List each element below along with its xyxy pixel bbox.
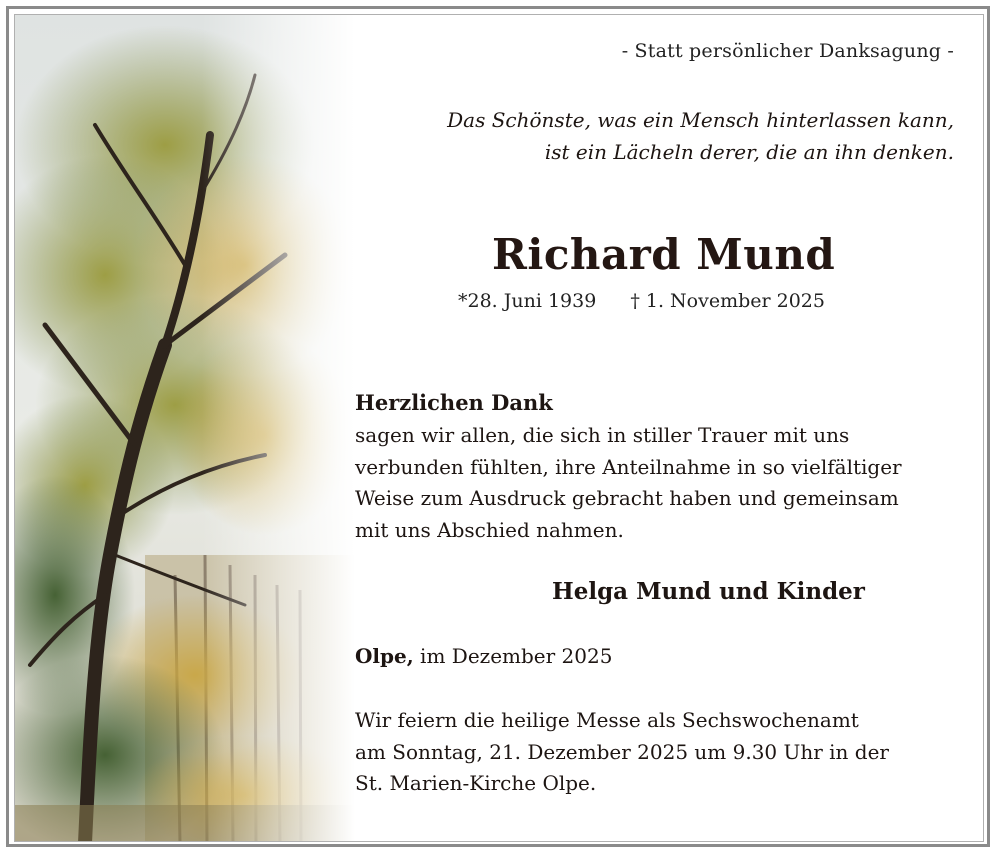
mass-line: Wir feiern die heilige Messe als Sechswochenamt <box>355 708 859 732</box>
deceased-name: Richard Mund <box>492 230 836 279</box>
place-month: im Dezember 2025 <box>413 644 613 668</box>
mass-line: am Sonntag, 21. Dezember 2025 um 9.30 Uhr in der <box>355 739 889 764</box>
thanks-text <box>355 420 935 546</box>
thanks-line: verbunden fühlten, ihre Anteilnahme in so vielfältiger <box>355 454 902 479</box>
mass-announcement <box>355 705 889 800</box>
preheader: - Statt persönlicher Danksagung - <box>621 40 954 62</box>
signature: Helga Mund und Kinder <box>552 578 865 605</box>
birth-date: *28. Juni 1939 <box>458 290 597 312</box>
mass-line: St. Marien-Kirche Olpe. <box>355 771 597 795</box>
death-date: † 1. November 2025 <box>630 290 825 312</box>
thanks-line: mit uns Abschied nahmen. <box>355 517 624 542</box>
place-city: Olpe, <box>355 644 414 668</box>
place-date <box>355 644 612 668</box>
motto-line-2: ist ein Lächeln derer, die an ihn denken. <box>544 140 954 164</box>
photo-fade-overlay <box>15 15 355 842</box>
motto-quote <box>447 104 954 168</box>
motto-line-1: Das Schönste, was ein Mensch hinterlassen kann, <box>447 108 954 132</box>
thanks-line: sagen wir allen, die sich in stiller Trauer mit uns <box>355 423 850 447</box>
thanks-title: Herzlichen Dank <box>355 390 553 415</box>
autumn-tree-photo <box>15 15 355 842</box>
life-dates <box>458 290 825 312</box>
thanks-line: Weise zum Ausdruck gebracht haben und gemeinsam <box>355 486 899 510</box>
